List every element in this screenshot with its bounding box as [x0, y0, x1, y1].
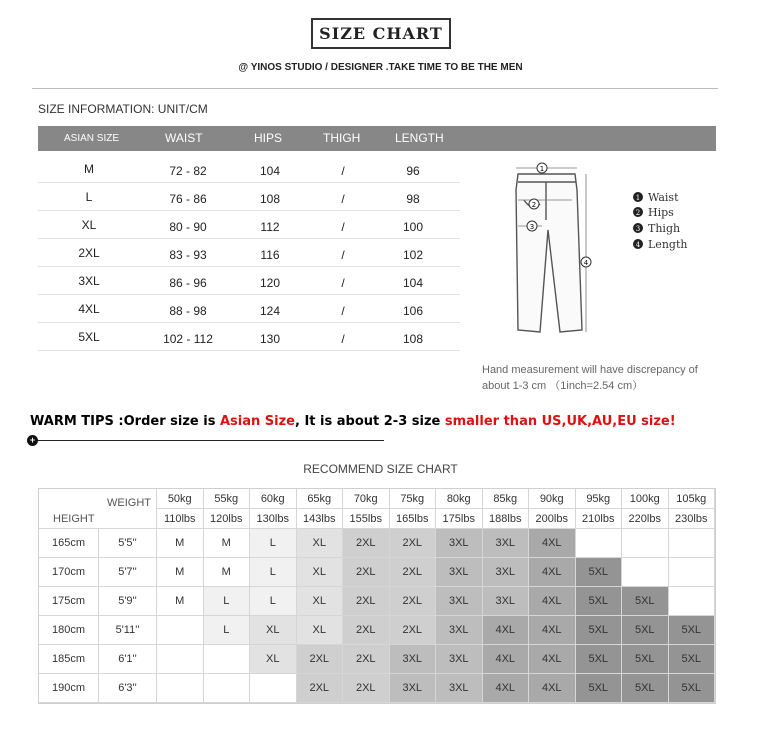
weight-lbs-header: 175lbs — [436, 509, 483, 529]
size-cell: 3XL — [436, 674, 483, 703]
height-ft: 5'9'' — [99, 587, 157, 616]
weight-kg-header: 60kg — [250, 489, 297, 509]
size-row — [38, 239, 460, 267]
size-cell — [204, 674, 251, 703]
svg-text:4: 4 — [635, 241, 641, 249]
size-cell: L — [250, 529, 297, 558]
size-cell: 108 — [259, 192, 281, 206]
weight-kg-header: 95kg — [576, 489, 623, 509]
size-cell: M — [204, 529, 251, 558]
size-cell: 2XL — [343, 587, 390, 616]
size-cell: 5XL — [622, 587, 669, 616]
weight-lbs-header: 165lbs — [390, 509, 437, 529]
height-cm: 170cm — [39, 558, 99, 587]
size-cell: 4XL — [483, 645, 530, 674]
size-cell: / — [341, 276, 345, 290]
weight-kg-header: 100kg — [622, 489, 669, 509]
size-row — [38, 267, 460, 295]
size-row — [38, 183, 460, 211]
size-cell: L — [250, 587, 297, 616]
size-cell: 2XL — [343, 645, 390, 674]
size-row — [38, 295, 460, 323]
weight-lbs-header: 220lbs — [622, 509, 669, 529]
size-cell: M — [157, 558, 204, 587]
note-line-2: about 1-3 cm （1inch=2.54 cm） — [482, 380, 644, 392]
marker-2: 2 — [531, 201, 537, 209]
size-info-label: SIZE INFORMATION: UNIT/CM — [38, 102, 208, 116]
size-cell — [250, 674, 297, 703]
size-cell: / — [341, 332, 345, 346]
size-cell: 2XL — [343, 529, 390, 558]
marker-4: 4 — [583, 259, 589, 267]
size-cell: M — [157, 529, 204, 558]
weight-label: WEIGHT — [107, 497, 151, 509]
size-cell: 2XL — [297, 674, 344, 703]
size-cell: 120 — [259, 276, 281, 290]
height-cm: 175cm — [39, 587, 99, 616]
warm-tips — [30, 414, 676, 429]
size-cell: 116 — [260, 248, 280, 262]
col-asian-size: ASIAN SIZE — [64, 133, 120, 144]
measurement-note — [482, 362, 698, 394]
weight-kg-header: 80kg — [436, 489, 483, 509]
size-cell: 130 — [259, 332, 281, 346]
divider — [32, 88, 718, 89]
size-cell: L — [85, 190, 93, 204]
diagram-legend — [633, 191, 687, 251]
size-cell: 2XL — [78, 246, 100, 260]
marker-3: 3 — [529, 223, 535, 231]
size-cell: 108 — [402, 332, 424, 346]
tips-text-1: WARM TIPS :Order size is — [30, 414, 220, 429]
weight-lbs-header: 130lbs — [250, 509, 297, 529]
size-cell: 2XL — [390, 558, 437, 587]
tips-text-2: , It is about 2-3 size — [294, 414, 445, 429]
weight-lbs-header: 200lbs — [529, 509, 576, 529]
col-thigh: THIGH — [323, 131, 361, 145]
size-cell — [576, 529, 623, 558]
size-cell: 98 — [406, 192, 420, 206]
size-cell: / — [341, 192, 345, 206]
size-cell: 100 — [402, 220, 424, 234]
size-cell: M — [157, 587, 204, 616]
size-cell: 3XL — [390, 674, 437, 703]
size-cell: 4XL — [529, 529, 576, 558]
size-cell: 88 - 98 — [169, 304, 207, 318]
size-cell: 2XL — [343, 674, 390, 703]
size-cell: / — [341, 304, 345, 318]
size-cell — [669, 529, 716, 558]
size-cell: 3XL — [436, 645, 483, 674]
size-cell: M — [204, 558, 251, 587]
size-cell: 5XL — [576, 587, 623, 616]
size-cell: L — [250, 558, 297, 587]
size-cell: 112 — [260, 220, 280, 234]
recommend-size-grid — [38, 488, 716, 704]
size-cell: 80 - 90 — [169, 220, 207, 234]
size-cell: 5XL — [669, 674, 716, 703]
size-table-header — [38, 126, 716, 151]
height-ft: 5'7'' — [99, 558, 157, 587]
size-cell: 83 - 93 — [169, 248, 207, 262]
size-cell — [669, 558, 716, 587]
size-cell: M — [84, 162, 94, 176]
size-cell — [622, 529, 669, 558]
size-cell: 2XL — [390, 529, 437, 558]
weight-lbs-header: 188lbs — [483, 509, 530, 529]
weight-lbs-header: 110lbs — [157, 509, 204, 529]
size-cell: 4XL — [483, 616, 530, 645]
size-cell: 5XL — [576, 616, 623, 645]
height-cm: 190cm — [39, 674, 99, 703]
size-cell — [157, 616, 204, 645]
weight-kg-header: 85kg — [483, 489, 530, 509]
size-cell: 5XL — [576, 558, 623, 587]
svg-text:2: 2 — [635, 209, 641, 217]
tips-underline — [34, 440, 384, 441]
size-cell: 72 - 82 — [169, 164, 207, 178]
size-cell: 76 - 86 — [169, 192, 207, 206]
size-chart-title: SIZE CHART — [311, 18, 451, 49]
height-ft: 5'11'' — [99, 616, 157, 645]
weight-lbs-header: 230lbs — [669, 509, 716, 529]
size-cell: 106 — [402, 304, 424, 318]
note-line-1: Hand measurement will have discrepancy of — [482, 364, 698, 376]
size-cell: 5XL — [576, 645, 623, 674]
size-cell: 5XL — [78, 330, 100, 344]
col-hips: HIPS — [254, 131, 283, 145]
size-cell: 4XL — [78, 302, 100, 316]
size-cell: 3XL — [483, 587, 530, 616]
weight-lbs-header: 143lbs — [297, 509, 344, 529]
svg-text:3: 3 — [635, 225, 641, 233]
size-cell: 2XL — [297, 645, 344, 674]
size-cell: 4XL — [529, 645, 576, 674]
legend-thigh: Thigh — [648, 222, 681, 235]
size-cell: 4XL — [483, 674, 530, 703]
height-label: HEIGHT — [53, 513, 95, 525]
size-cell — [204, 645, 251, 674]
height-cm: 180cm — [39, 616, 99, 645]
height-cm: 165cm — [39, 529, 99, 558]
size-row — [38, 323, 460, 351]
size-cell: 4XL — [529, 674, 576, 703]
size-cell: L — [204, 587, 251, 616]
size-cell: 102 - 112 — [163, 332, 213, 346]
legend-length: Length — [648, 238, 688, 251]
size-cell: 2XL — [390, 616, 437, 645]
weight-lbs-header: 155lbs — [343, 509, 390, 529]
size-cell: 96 — [406, 164, 420, 178]
size-cell: 104 — [402, 276, 424, 290]
size-cell: L — [204, 616, 251, 645]
marker-1: 1 — [539, 165, 545, 173]
weight-kg-header: 105kg — [669, 489, 716, 509]
size-cell: 2XL — [343, 558, 390, 587]
size-cell: 5XL — [622, 645, 669, 674]
size-cell: 5XL — [669, 645, 716, 674]
pants-diagram — [480, 160, 710, 345]
size-cell: 3XL — [436, 587, 483, 616]
weight-kg-header: 55kg — [204, 489, 251, 509]
size-cell — [157, 674, 204, 703]
size-cell: 104 — [259, 164, 281, 178]
size-cell: 5XL — [576, 674, 623, 703]
size-cell: 102 — [402, 248, 424, 262]
weight-kg-header: 50kg — [157, 489, 204, 509]
weight-kg-header: 75kg — [390, 489, 437, 509]
size-cell — [622, 558, 669, 587]
size-cell: XL — [297, 529, 344, 558]
size-cell: / — [341, 220, 345, 234]
size-cell: 5XL — [622, 674, 669, 703]
weight-kg-header: 65kg — [297, 489, 344, 509]
weight-lbs-header: 120lbs — [204, 509, 251, 529]
brand-subtitle: @ YINOS STUDIO / DESIGNER .TAKE TIME TO BE THE MEN — [238, 62, 523, 73]
size-cell: 2XL — [390, 587, 437, 616]
size-cell: XL — [81, 218, 97, 232]
size-cell: 3XL — [436, 616, 483, 645]
size-cell: 5XL — [669, 616, 716, 645]
legend-hips: Hips — [648, 206, 674, 219]
size-cell: XL — [297, 587, 344, 616]
legend-waist: Waist — [648, 191, 679, 204]
size-cell — [669, 587, 716, 616]
weight-lbs-header: 210lbs — [576, 509, 623, 529]
height-ft: 6'3'' — [99, 674, 157, 703]
height-cm: 185cm — [39, 645, 99, 674]
tips-asian-size: Asian Size — [219, 414, 295, 429]
size-cell: XL — [250, 645, 297, 674]
size-cell: XL — [250, 616, 297, 645]
height-ft: 6'1'' — [99, 645, 157, 674]
size-cell: 5XL — [622, 616, 669, 645]
col-waist: WAIST — [165, 131, 203, 145]
weight-kg-header: 90kg — [529, 489, 576, 509]
size-cell: 4XL — [529, 558, 576, 587]
svg-text:1: 1 — [635, 194, 641, 202]
size-cell: 3XL — [78, 274, 100, 288]
size-cell: 86 - 96 — [169, 276, 207, 290]
size-cell: / — [341, 164, 345, 178]
size-cell: XL — [297, 558, 344, 587]
size-cell: 3XL — [483, 558, 530, 587]
size-cell: 4XL — [529, 587, 576, 616]
size-cell: 2XL — [343, 616, 390, 645]
recommend-title: RECOMMEND SIZE CHART — [303, 462, 458, 476]
size-cell: / — [341, 248, 345, 262]
size-cell: 4XL — [529, 616, 576, 645]
size-cell: 3XL — [436, 529, 483, 558]
size-cell: 3XL — [390, 645, 437, 674]
weight-kg-header: 70kg — [343, 489, 390, 509]
size-cell: 3XL — [436, 558, 483, 587]
size-cell — [157, 645, 204, 674]
size-cell: 3XL — [483, 529, 530, 558]
height-ft: 5'5'' — [99, 529, 157, 558]
col-length: LENGTH — [395, 131, 444, 145]
size-cell: XL — [297, 616, 344, 645]
plus-icon: + — [27, 435, 38, 446]
tips-smaller-than: smaller than US,UK,AU,EU size! — [444, 414, 676, 429]
size-row — [38, 155, 460, 183]
size-cell: 124 — [259, 304, 281, 318]
size-row — [38, 211, 460, 239]
